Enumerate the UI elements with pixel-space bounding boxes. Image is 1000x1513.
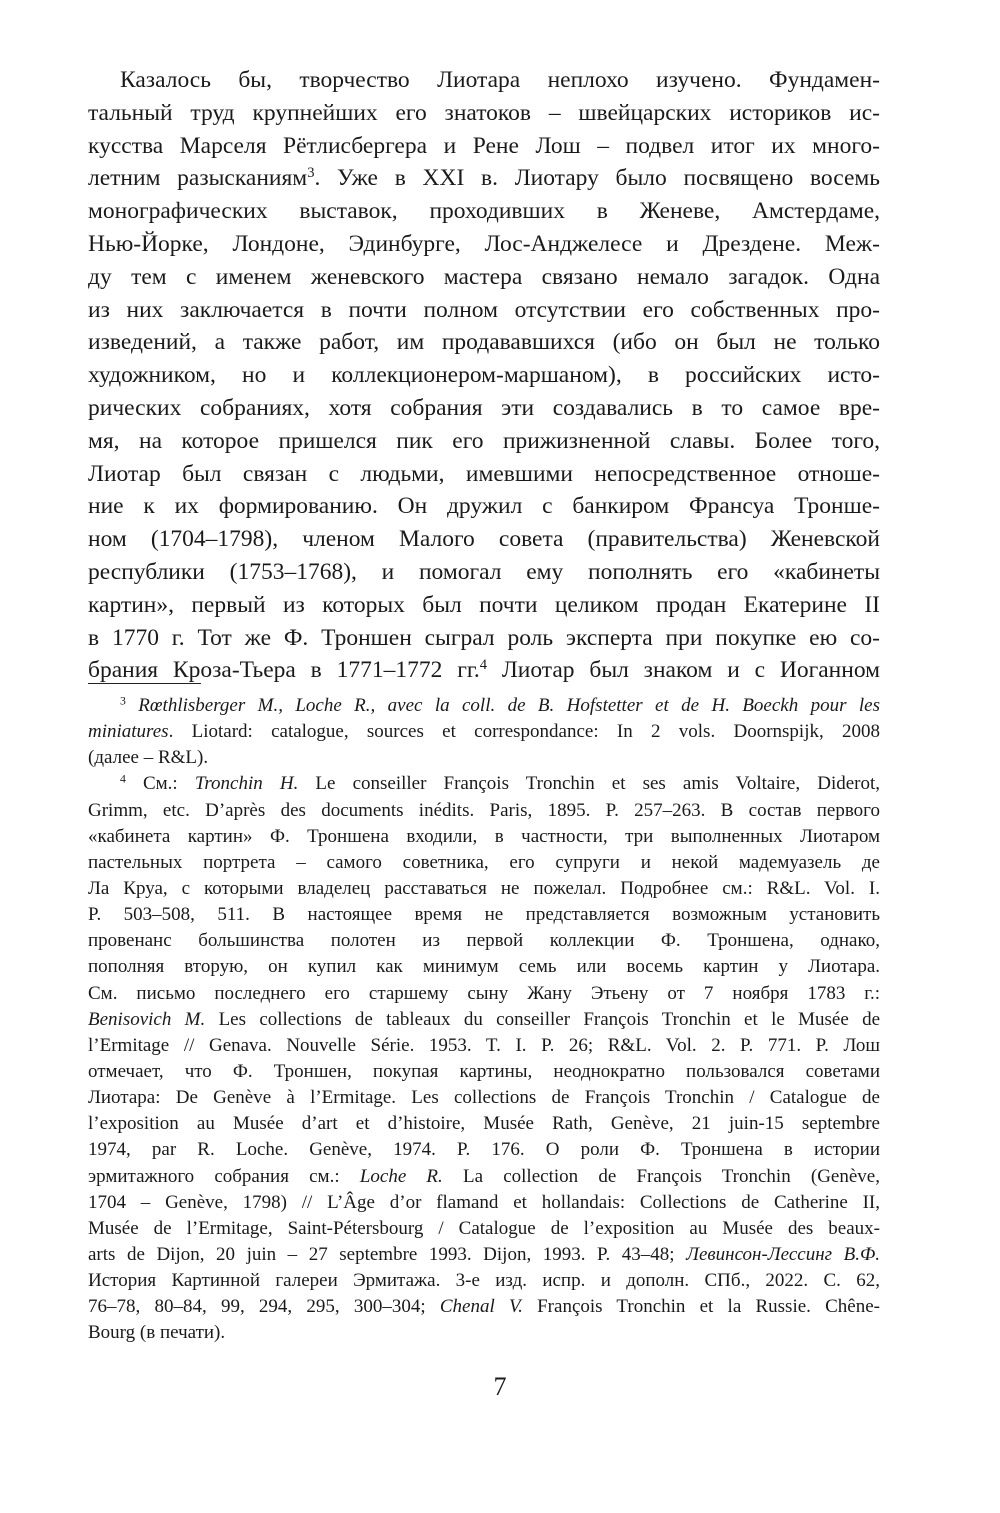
text-run: провенанс большинства полотен из первой коллекции Ф. Троншена, однако,: [88, 930, 880, 952]
text-run: пополняя вторую, он купил как минимум семь или восемь картин у Лиотара.: [88, 956, 880, 978]
footnote-line: [88, 1190, 880, 1216]
text-run: [126, 695, 138, 716]
text-run: рических собраниях, хотя собрания эти создавались в то самое вре-: [88, 394, 880, 421]
text-line: [88, 425, 880, 458]
text-line: [88, 97, 880, 130]
text-run: Grimm, etc. D’après des documents inédits. Paris, 1895. P. 257–263. В состав первого: [88, 799, 880, 821]
text-run: ние к их формированию. Он дружил с банкиром Франсуа Троншe-: [88, 493, 880, 520]
text-line: [88, 556, 880, 589]
text-run: Нью-Йорке, Лондоне, Эдинбурге, Лос-Анджелесе и Дрездене. Меж-: [88, 230, 880, 257]
footnote-line: [88, 1007, 880, 1033]
footnote-line: [88, 1242, 880, 1268]
text-line: [88, 490, 880, 523]
footnote-marker: 4: [120, 772, 126, 786]
text-run: пастельных портрета – самого советника, его супруги и некой мадемуазель де: [88, 851, 880, 873]
text-line: [88, 326, 880, 359]
footnote-line: [88, 693, 880, 719]
italic-text: Chenal V.: [439, 1296, 523, 1318]
footnote-line: [88, 954, 880, 980]
text-run: тальный труд крупнейших его знатоков – швейцарских историков ис-: [88, 99, 880, 126]
text-run: эрмитажного собрания см.:: [88, 1165, 360, 1187]
footnote-line: [88, 1320, 880, 1346]
text-line: [88, 392, 880, 425]
text-run: 76–78, 80–84, 99, 294, 295, 300–304;: [88, 1296, 440, 1318]
text-run: «кабинета картин» Ф. Троншена входили, в частности, три выполненных Лиотаром: [88, 825, 880, 847]
text-line: [88, 589, 880, 622]
text-run: (далее – R&L).: [88, 747, 209, 769]
text-run: . Liotard: catalogue, sources et correspondance: In 2 vols. Doornspijk, 2008: [168, 721, 880, 743]
italic-text: Левинсон-Лессинг В.Ф.: [686, 1243, 880, 1265]
text-line: [88, 294, 880, 327]
footnotes: [88, 693, 880, 1347]
text-run: P. 503–508, 511. В настоящее время не представляется возможным установить: [88, 904, 880, 926]
text-run: Bourg (в печати).: [88, 1322, 226, 1344]
footnote-line: [88, 771, 880, 797]
text-run: 1974, par R. Loche. Genève, 1974. P. 176. О роли Ф. Троншена в истории: [88, 1139, 880, 1161]
text-run: . Уже в XXI в. Лиотару было посвящено восемь: [314, 165, 880, 192]
text-run: l’exposition au Musée d’art et d’histoire, Musée Rath, Genève, 21 juin-15 septembre: [88, 1113, 880, 1135]
text-run: мя, на которое пришелся пик его прижизненной славы. Более того,: [88, 427, 880, 454]
text-run: республики (1753–1768), и помогал ему пополнять его «кабинеты: [88, 558, 880, 585]
footnote-separator: [88, 683, 201, 684]
text-run: в 1770 г. Тот же Ф. Троншен сыграл роль эксперта при покупке ею со-: [88, 624, 880, 651]
italic-text: miniatures: [88, 721, 169, 743]
page-number: 7: [493, 1372, 507, 1401]
text-run: отмечает, что Ф. Троншен, покупая картины, неоднократно пользовался советами: [88, 1060, 880, 1082]
footnote-marker: 3: [307, 165, 315, 182]
footnote-line: [88, 1033, 880, 1059]
text-run: кусства Марселя Рётлисбергера и Рене Лош – подвел итог их много-: [88, 132, 880, 159]
text-run: l’Ermitage // Genava. Nouvelle Série. 1953. T. I. P. 26; R&L. Vol. 2. P. 771. P. Лош: [88, 1034, 880, 1056]
text-run: ном (1704–1798), членом Малого совета (правительства) Женевской: [88, 526, 880, 553]
italic-text: Loche R.: [359, 1165, 443, 1187]
text-run: художником, но и коллекционером-маршаном), в российских исто-: [88, 362, 880, 389]
text-run: См. письмо последнего его старшему сыну Жану Этьену от 7 ноября 1783 г.:: [88, 982, 880, 1004]
footnote-line: [88, 1111, 880, 1137]
footnote-line: [88, 1137, 880, 1163]
main-text: [88, 64, 880, 687]
text-run: изведений, а также работ, им продававшихся (ибо он был не только: [88, 329, 880, 356]
text-line: [88, 64, 880, 97]
text-line: [88, 654, 880, 687]
text-line: [88, 622, 880, 655]
text-run: François Tronchin et la Russie. Chêne-: [522, 1296, 881, 1318]
text-run: картин», первый из которых был почти целиком продан Екатерине II: [88, 591, 880, 618]
text-run: Казалось бы, творчество Лиотара неплохо изучено. Фундамен-: [120, 67, 880, 93]
text-line: [88, 261, 880, 294]
text-run: См.:: [125, 773, 195, 795]
text-line: [88, 458, 880, 491]
text-line: [88, 130, 880, 163]
text-run: La collection de François Tronchin (Genève,: [442, 1165, 880, 1187]
footnote-line: [88, 1294, 880, 1320]
footnote-line: [88, 1085, 880, 1111]
text-line: [88, 162, 880, 195]
footnote-marker: 3: [120, 694, 126, 708]
text-run: Лиотара: De Genève à l’Ermitage. Les collections de François Tronchin / Catalogue de: [88, 1087, 880, 1109]
footnote-marker: 4: [479, 657, 487, 674]
footnote-line: [88, 1216, 880, 1242]
footnote-line: [88, 981, 880, 1007]
text-run: Les collections de tableaux du conseiller François Tronchin et le Musée de: [205, 1008, 880, 1030]
italic-text: Benisovich M.: [88, 1008, 206, 1030]
text-line: [88, 228, 880, 261]
text-run: Лиотар был связан с людьми, имевшими непосредственное отноше-: [88, 460, 880, 487]
text-run: брания Кроза-Тьера в 1771–1772 гг.: [88, 657, 480, 684]
text-run: летним разысканиям: [88, 165, 308, 192]
text-run: монографических выставок, проходивших в Женеве, Амстердаме,: [88, 198, 880, 225]
footnote-line: [88, 719, 880, 745]
footnote-line: [88, 902, 880, 928]
footnote-line: [88, 745, 880, 771]
footnote-line: [88, 1059, 880, 1085]
italic-text: Tronchin H.: [194, 773, 299, 795]
text-run: arts de Dijon, 20 juin – 27 septembre 1993. Dijon, 1993. P. 43–48;: [88, 1243, 687, 1265]
italic-text: Rœthlisberger M., Loche R., avec la coll. de B. Hofstetter et de H. Boeckh pour les: [138, 695, 880, 716]
footnote-line: [88, 928, 880, 954]
text-run: Le conseiller François Tronchin et ses amis Voltaire, Diderot,: [298, 773, 881, 795]
text-run: Musée de l’Ermitage, Saint-Pétersbourg / Catalogue de l’exposition au Musée des beaux-: [88, 1217, 880, 1239]
text-run: Лиотар был знаком и с Иоганном: [487, 657, 880, 684]
text-run: Ла Круа, с которыми владелец расставаться не пожелал. Подробнее см.: R&L. Vol. I.: [88, 877, 880, 899]
text-run: 1704 – Genève, 1798) // L’Âge d’or flamand et hollandais: Collections de Catherine II,: [88, 1191, 880, 1213]
text-run: из них заключается в почти полном отсутствии его собственных про-: [88, 296, 880, 323]
footnote-line: [88, 798, 880, 824]
footnote-line: [88, 824, 880, 850]
footnote-line: [88, 1164, 880, 1190]
text-line: [88, 195, 880, 228]
footnote-line: [88, 1268, 880, 1294]
text-run: История Картинной галереи Эрмитажа. 3-е изд. испр. и дополн. СПб., 2022. С. 62,: [88, 1270, 880, 1292]
text-run: ду тем с именем женевского мастера связано немало загадок. Одна: [88, 263, 880, 290]
text-line: [88, 523, 880, 556]
footnote-line: [88, 850, 880, 876]
footnote-line: [88, 876, 880, 902]
text-line: [88, 359, 880, 392]
